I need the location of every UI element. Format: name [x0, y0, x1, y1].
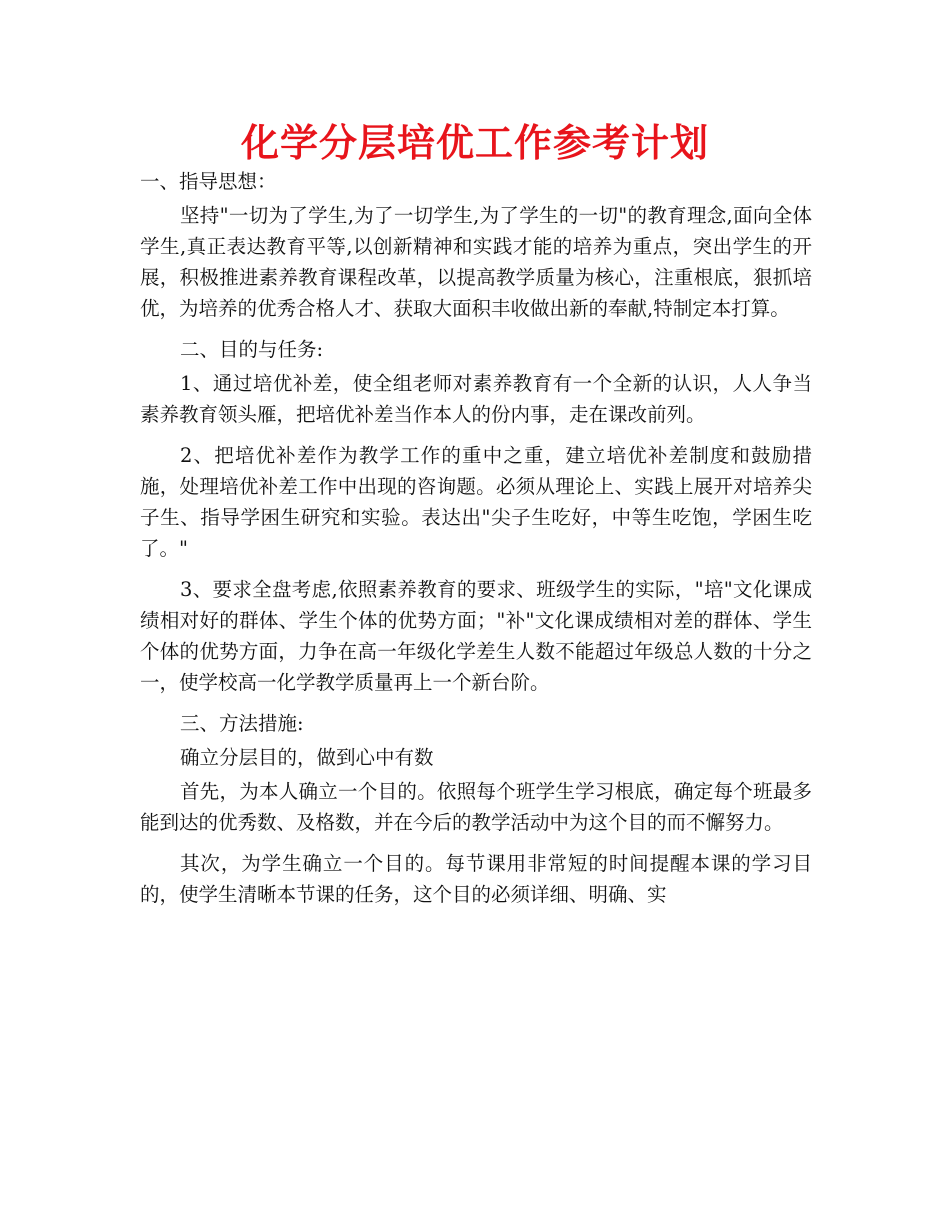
section-heading-guiding-ideology: 一、指导思想：	[140, 170, 277, 193]
subheading-layered-goals: 确立分层目的，做到心中有数	[180, 746, 434, 769]
section-heading-goals-tasks: 二、目的与任务:	[180, 338, 324, 361]
section-heading-methods: 三、方法措施:	[180, 712, 304, 735]
paragraph-goal-3: 3、要求全盘考虑,依照素养教育的要求、班级学生的实际，"培"文化课成绩相对好的群体、学生个体的优势方面；"补"文化课成绩相对差的群体、学生个体的优势方面，力争在高一年级化学差生人数不能超过年级总人数的十分之一，使学校高一化学教学质量再上一个新台阶。	[140, 578, 812, 694]
document-body	[140, 166, 812, 920]
paragraph-goal-2: 2、把培优补差作为教学工作的重中之重，建立培优补差制度和鼓励措施，处理培优补差工作中出现的咨询题。必须从理论上、实践上展开对培养尖子生、指导学困生研究和实验。表达出"尖子生吃好，中等生吃饱，学困生吃了。"	[140, 444, 812, 560]
document-title: 化学分层培优工作参考计划	[240, 121, 709, 165]
paragraph-guiding-ideology: 坚持"一切为了学生,为了一切学生,为了学生的一切"的教育理念,面向全体学生,真正表达教育平等,以创新精神和实践才能的培养为重点，突出学生的开展，积极推进素养教育课程改革，以提高教学质量为核心，注重根底，狠抓培优，为培养的优秀合格人才、获取大面积丰收做出新的奉献,特制定本打算。	[140, 204, 812, 320]
paragraph-first-goal: 首先，为本人确立一个目的。依照每个班学生学习根底，确定每个班最多能到达的优秀数、及格数，并在今后的教学活动中为这个目的而不懈努力。	[140, 780, 812, 834]
paragraph-second-goal: 其次，为学生确立一个目的。每节课用非常短的时间提醒本课的学习目的，使学生清晰本节课的任务，这个目的必须详细、明确、实	[140, 852, 812, 906]
paragraph-goal-1: 1、通过培优补差，使全组老师对素养教育有一个全新的认识，人人争当素养教育领头雁，把培优补差当作本人的份内事，走在课改前列。	[140, 372, 812, 426]
